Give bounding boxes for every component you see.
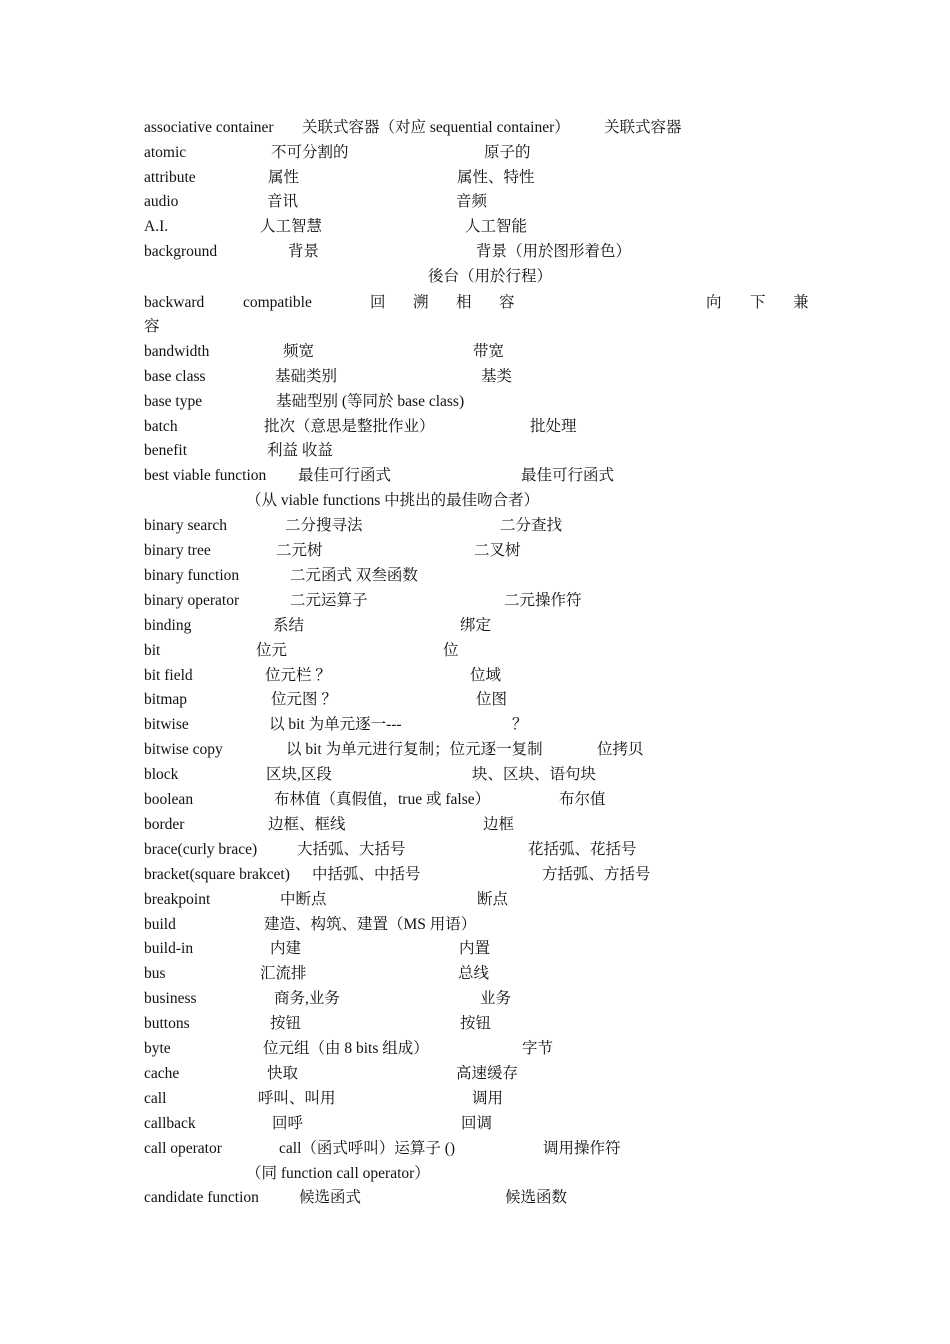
- term-simplified: 位域: [470, 667, 502, 684]
- glossary-entry: [0, 863, 950, 887]
- term-simplified: 总线: [458, 965, 490, 982]
- glossary-entry: [0, 464, 950, 488]
- term-english: binding: [144, 617, 192, 634]
- term-traditional: 背景: [288, 243, 320, 260]
- glossary-entry: [0, 1062, 950, 1086]
- glossary-entry: [0, 962, 950, 986]
- term-simplified: 位: [443, 642, 459, 659]
- term-english: call: [144, 1090, 167, 1107]
- term-english: binary search: [144, 517, 228, 534]
- glossary-entry: [0, 291, 950, 315]
- term-simplified: 属性、特性: [457, 169, 535, 186]
- term-simplified: 回调: [461, 1115, 493, 1132]
- term-english: boolean: [144, 791, 194, 808]
- glossary-entry: [0, 1087, 950, 1111]
- glossary-entry: [0, 439, 950, 463]
- term-traditional: 快取: [267, 1065, 299, 1082]
- term-english: build-in: [144, 940, 194, 957]
- glossary-entry: [0, 589, 950, 613]
- term-english: border: [144, 816, 185, 833]
- term-simplified: 边框: [483, 816, 515, 833]
- term-english: background: [144, 243, 218, 260]
- term-traditional: 中断点: [280, 891, 327, 908]
- term-simplified-char: 兼: [793, 294, 809, 311]
- glossary-entry: [0, 240, 950, 264]
- term-traditional: 最佳可行函式: [298, 467, 392, 484]
- term-traditional: 候选函式: [299, 1189, 362, 1206]
- term-english: candidate function: [144, 1189, 259, 1206]
- glossary-entry: [0, 1112, 950, 1136]
- term-simplified: 位拷贝: [597, 741, 644, 758]
- glossary-entry: [0, 913, 950, 937]
- term-simplified-char: 下: [750, 294, 766, 311]
- term-english: atomic: [144, 144, 187, 161]
- glossary-entry: [0, 813, 950, 837]
- glossary-entry-continuation: [0, 489, 950, 513]
- term-english: breakpoint: [144, 891, 211, 908]
- term-traditional: 频宽: [283, 343, 315, 360]
- term-traditional: 大括弧、大括号: [297, 841, 406, 858]
- term-simplified: 调用: [472, 1090, 504, 1107]
- term-simplified: 批处理: [530, 418, 577, 435]
- glossary-entry: [0, 141, 950, 165]
- term-traditional: 二分搜寻法: [285, 517, 363, 534]
- glossary-entry: [0, 788, 950, 812]
- term-english: build: [144, 916, 176, 933]
- term-simplified: 布尔值: [559, 791, 606, 808]
- term-simplified: 调用操作符: [543, 1140, 621, 1157]
- term-english: binary function: [144, 567, 240, 584]
- term-simplified: 候选函数: [505, 1189, 568, 1206]
- term-english: A.I.: [144, 218, 169, 235]
- glossary-entry: [0, 166, 950, 190]
- term-english: batch: [144, 418, 178, 435]
- term-traditional: 系结: [273, 617, 305, 634]
- term-english: base type: [144, 393, 203, 410]
- glossary-entry: [0, 340, 950, 364]
- term-traditional: 二元运算子: [290, 592, 368, 609]
- glossary-entry: [0, 116, 950, 140]
- glossary-entry: [0, 1186, 950, 1210]
- term-traditional-char: 溯: [413, 294, 429, 311]
- term-simplified-char: 向: [706, 294, 722, 311]
- term-english: bitmap: [144, 691, 188, 708]
- term-simplified: 花括弧、花括号: [528, 841, 637, 858]
- term-traditional: 呼叫、叫用: [258, 1090, 336, 1107]
- term-english: best viable function: [144, 467, 267, 484]
- glossary-entry: [0, 738, 950, 762]
- term-traditional: 音讯: [267, 193, 299, 210]
- glossary-entry: [0, 539, 950, 563]
- term-simplified: 人工智能: [465, 218, 528, 235]
- glossary-entry: [0, 838, 950, 862]
- term-simplified: 基类: [481, 368, 513, 385]
- term-simplified: 按钮: [460, 1015, 492, 1032]
- term-english: bit field: [144, 667, 193, 684]
- term-simplified: 字节: [522, 1040, 554, 1057]
- term-simplified: 业务: [480, 990, 512, 1007]
- term-simplified: 背景（用於图形着色）: [476, 243, 632, 260]
- term-traditional: 回呼: [272, 1115, 304, 1132]
- glossary-entry: [0, 365, 950, 389]
- glossary-entry: [0, 639, 950, 663]
- term-english: bitwise copy: [144, 741, 223, 758]
- glossary-entry: [0, 190, 950, 214]
- term-english: bit: [144, 642, 161, 659]
- term-traditional: 位元: [256, 642, 288, 659]
- term-simplified: 方括弧、方括号: [542, 866, 651, 883]
- term-traditional: 关联式容器（对应 sequential container）: [302, 119, 570, 136]
- glossary-entry: [0, 1137, 950, 1161]
- glossary-entry: [0, 614, 950, 638]
- term-simplified: 位图: [476, 691, 508, 708]
- term-note: （同 function call operator）: [246, 1165, 430, 1182]
- term-traditional: 区块,区段: [266, 766, 332, 783]
- term-english: business: [144, 990, 197, 1007]
- term-traditional: 二元函式 双叁函数: [290, 567, 418, 584]
- term-english: base class: [144, 368, 206, 385]
- term-english: binary operator: [144, 592, 240, 609]
- term-english: bracket(square brakcet): [144, 866, 290, 883]
- term-traditional: 内建: [270, 940, 302, 957]
- term-traditional: 批次（意思是整批作业）: [264, 418, 435, 435]
- term-english: bandwidth: [144, 343, 210, 360]
- glossary-entry: [0, 390, 950, 414]
- term-traditional: 二元树: [276, 542, 323, 559]
- term-simplified: 最佳可行函式: [521, 467, 615, 484]
- term-traditional: 商务,业务: [274, 990, 340, 1007]
- term-english: binary tree: [144, 542, 211, 559]
- term-english: buttons: [144, 1015, 190, 1032]
- term-traditional: 不可分割的: [271, 144, 349, 161]
- term-simplified: 绑定: [460, 617, 492, 634]
- term-note: （从 viable functions 中挑出的最佳吻合者）: [246, 492, 540, 509]
- term-simplified: 高速缓存: [456, 1065, 519, 1082]
- glossary-entry: [0, 888, 950, 912]
- term-english: callback: [144, 1115, 196, 1132]
- term-english: benefit: [144, 442, 188, 459]
- term-traditional: 属性: [268, 169, 300, 186]
- term-traditional-char: 回: [370, 294, 386, 311]
- term-english: block: [144, 766, 179, 783]
- term-traditional: 位元图 ？: [271, 691, 337, 708]
- term-simplified: 内置: [459, 940, 491, 957]
- term-traditional: 人工智慧: [260, 218, 323, 235]
- term-simplified: 二元操作符: [504, 592, 582, 609]
- term-traditional: 建造、构筑、建置（MS 用语）: [264, 916, 477, 933]
- glossary-entry: [0, 215, 950, 239]
- term-simplified: 音频: [456, 193, 488, 210]
- glossary-entry: [0, 415, 950, 439]
- term-traditional: 汇流排: [260, 965, 307, 982]
- term-traditional: call（函式呼叫）运算子 (): [279, 1140, 456, 1157]
- term-english-word: backward: [144, 294, 205, 311]
- glossary-entry: [0, 1012, 950, 1036]
- glossary-entry: [0, 987, 950, 1011]
- glossary-entry: [0, 664, 950, 688]
- term-traditional: 边框、框线: [268, 816, 346, 833]
- term-english: attribute: [144, 169, 196, 186]
- term-traditional: 以 bit 为单元逐一---: [269, 716, 402, 733]
- term-simplified: ？: [512, 716, 528, 733]
- glossary-entry-continuation: [0, 1162, 950, 1186]
- term-english: brace(curly brace): [144, 841, 258, 858]
- term-traditional: 按钮: [270, 1015, 302, 1032]
- glossary-entry: [0, 688, 950, 712]
- term-traditional-char: 容: [499, 294, 515, 311]
- glossary-entry: [0, 937, 950, 961]
- term-traditional: 中括弧、中括号: [312, 866, 421, 883]
- term-simplified: 二分查找: [500, 517, 563, 534]
- glossary-entry: [0, 1037, 950, 1061]
- term-simplified: 原子的: [484, 144, 531, 161]
- term-simplified: 块、区块、语句块: [472, 766, 597, 783]
- term-simplified-char: 容: [144, 318, 160, 335]
- term-traditional: 位元组（由 8 bits 组成）: [263, 1040, 429, 1057]
- term-english: audio: [144, 193, 179, 210]
- term-english: cache: [144, 1065, 180, 1082]
- term-simplified: 带宽: [473, 343, 505, 360]
- term-traditional: 利益 收益: [267, 442, 333, 459]
- term-simplified: 二叉树: [474, 542, 521, 559]
- glossary-entry: [0, 763, 950, 787]
- term-english: bitwise: [144, 716, 189, 733]
- glossary-entry-continuation: [0, 265, 950, 289]
- term-english: associative container: [144, 119, 274, 136]
- term-simplified: 断点: [477, 891, 509, 908]
- glossary-entry: [0, 514, 950, 538]
- term-traditional: 布林值（真假值，true 或 false）: [274, 791, 491, 808]
- term-note: 後台（用於行程）: [428, 268, 553, 285]
- term-traditional: 以 bit 为单元进行复制；位元逐一复制: [286, 741, 543, 758]
- term-english: call operator: [144, 1140, 222, 1157]
- term-english: byte: [144, 1040, 171, 1057]
- glossary-entry-continuation: [0, 315, 950, 339]
- glossary-entry: [0, 713, 950, 737]
- glossary-entry: [0, 564, 950, 588]
- term-traditional-char: 相: [456, 294, 472, 311]
- term-traditional: 基础类别: [275, 368, 338, 385]
- term-english: bus: [144, 965, 166, 982]
- term-simplified: 关联式容器: [604, 119, 682, 136]
- term-traditional: 位元栏 ？: [265, 667, 331, 684]
- term-english-word: compatible: [243, 294, 312, 311]
- term-traditional: 基础型别 (等同於 base class): [276, 393, 465, 410]
